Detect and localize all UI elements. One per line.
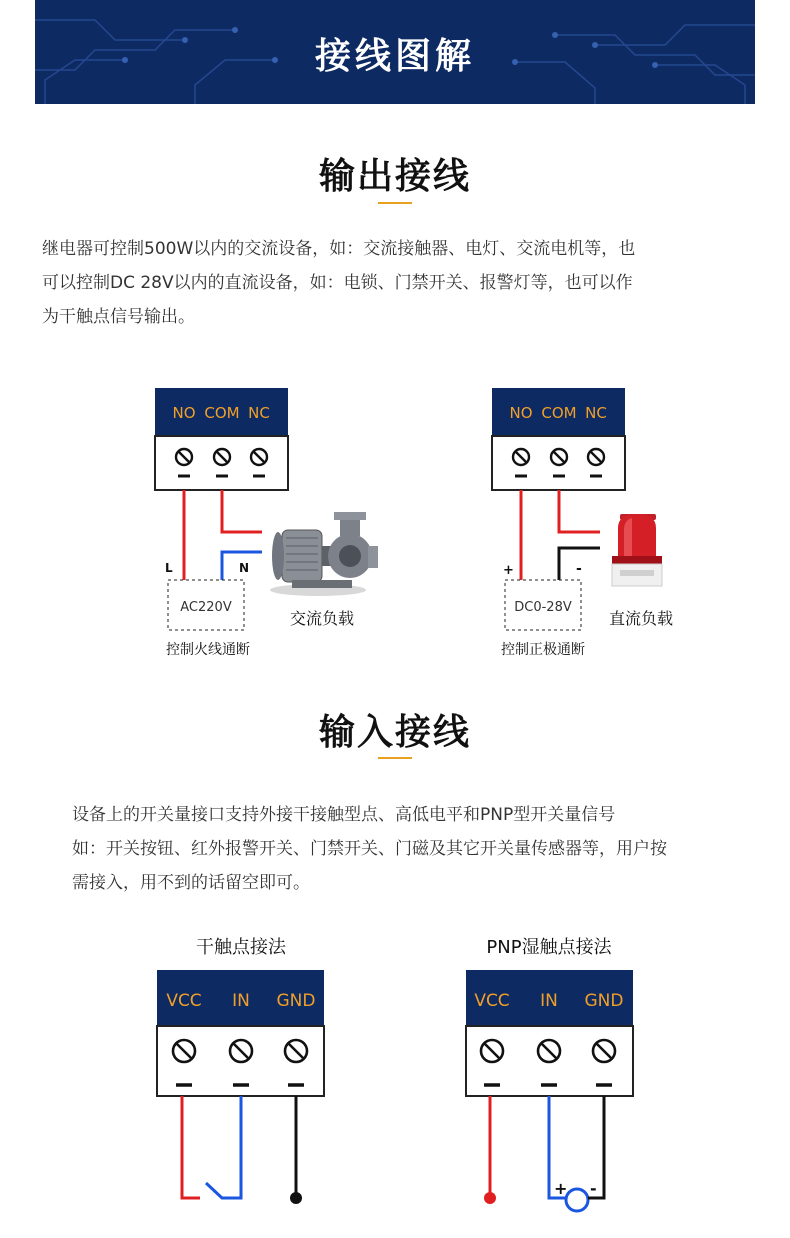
terminal-gnd-label: GND (276, 991, 316, 1011)
terminal-in-label: IN (232, 991, 250, 1011)
terminal-no-label: NO (509, 404, 533, 422)
terminal-com-label: COM (204, 404, 240, 422)
output-paragraph-line: 为干触点信号输出。 (42, 307, 195, 327)
pnp-plus-label: + (554, 1179, 568, 1198)
banner-title: 接线图解 (314, 36, 475, 77)
terminal-vcc-label: VCC (474, 991, 510, 1011)
input-paragraph-line: 需接入，用不到的话留空即可。 (72, 873, 310, 893)
gnd-terminal-dot (290, 1192, 302, 1204)
terminal-com-label: COM (541, 404, 577, 422)
output-paragraph-line: 继电器可控制500W以内的交流设备，如：交流接触器、电灯、交流电机等，也 (42, 239, 636, 259)
wire-n-label: N (239, 561, 250, 575)
vcc-terminal-dot (484, 1192, 496, 1204)
dc-source-label: DC0-28V (514, 600, 572, 615)
alarm-light-icon (612, 514, 662, 586)
pnp-sensor-icon (566, 1189, 588, 1211)
ac-load-label: 交流负载 (289, 609, 355, 628)
wire-com-red (559, 490, 600, 532)
terminal-in-label: IN (540, 991, 558, 1011)
header-banner (35, 0, 755, 104)
output-paragraph-line: 可以控制DC 28V以内的直流设备，如：电锁、门禁开关、报警灯等，也可以作 (42, 273, 633, 293)
input-section-title: 输入接线 (318, 712, 471, 753)
input-paragraph-line: 设备上的开关量接口支持外接干接触型点、高低电平和PNP型开关量信号 (72, 805, 616, 825)
ac-caption: 控制火线通断 (166, 642, 250, 658)
wire-in-switch-blue (206, 1096, 241, 1198)
pnp-minus-label: - (590, 1179, 597, 1198)
input-paragraph-line: 如：开关按钮、红外报警开关、门禁开关、门磁及其它开关量传感器等，用户按 (72, 839, 667, 859)
wire-com-red (222, 490, 262, 532)
wire-l-label: L (165, 561, 173, 575)
output-paragraph (42, 232, 635, 334)
output-title-underline (378, 202, 412, 204)
relay-terminal-block-ac (155, 388, 288, 490)
output-diagrams (0, 380, 790, 680)
terminal-gnd-label: GND (584, 991, 624, 1011)
dc-load-label: 直流负载 (608, 609, 674, 628)
dry-contact-title: 干触点接法 (196, 937, 286, 958)
terminal-vcc-label: VCC (166, 991, 202, 1011)
relay-terminal-block-dc (492, 388, 625, 490)
wire-minus-label: - (576, 561, 582, 577)
ac-source-label: AC220V (180, 600, 232, 615)
dc-caption: 控制正极通断 (501, 642, 585, 658)
wire-vcc-red (182, 1096, 200, 1198)
input-diagrams (0, 925, 790, 1225)
terminal-nc-label: NC (585, 404, 607, 422)
wire-plus-label: + (503, 563, 514, 578)
input-terminal-block-dry (157, 970, 324, 1096)
output-section-title: 输出接线 (318, 156, 471, 197)
input-title-underline (378, 757, 412, 759)
water-pump-icon (270, 512, 378, 596)
input-terminal-block-pnp (466, 970, 633, 1096)
pnp-wet-contact-title: PNP湿触点接法 (486, 937, 612, 958)
terminal-nc-label: NC (248, 404, 270, 422)
terminal-no-label: NO (172, 404, 196, 422)
input-paragraph (72, 798, 667, 900)
